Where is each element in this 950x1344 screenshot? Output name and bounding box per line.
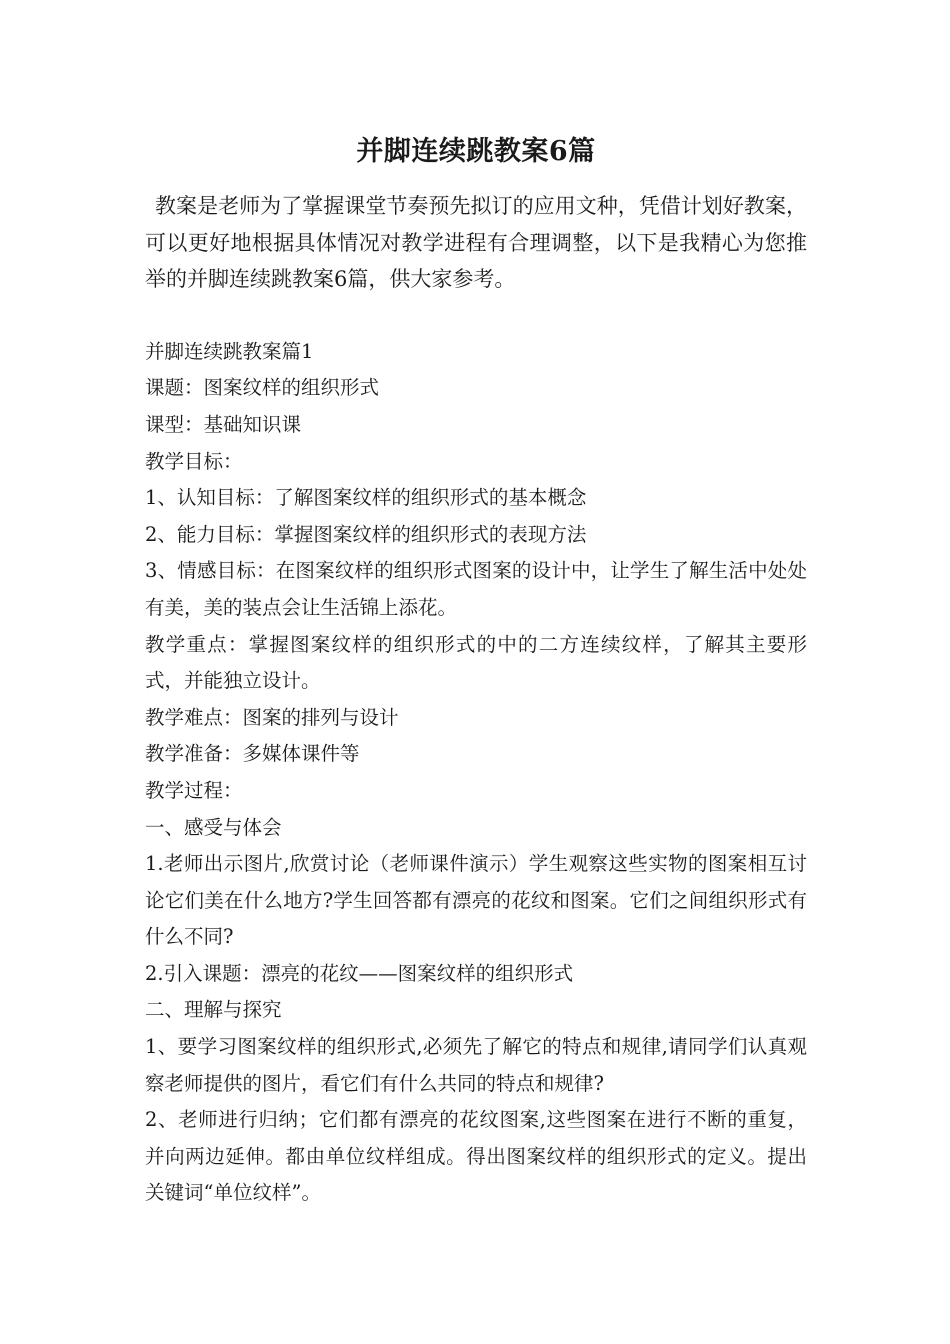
teaching-focus: 教学重点：掌握图案纹样的组织形式的中的二方连续纹样，了解其主要形式，并能独立设计。 xyxy=(145,632,807,693)
goals-heading: 教学目标： xyxy=(145,449,243,473)
lesson-type: 课型：基础知识课 xyxy=(145,412,302,436)
step-two-item-2: 2、老师进行归纳；它们都有漂亮的花纹图案,这些图案在进行不断的重复，并向两边延伸。都由单位纹样组成。得出图案纹样的组织形式的定义。提出关键词“单位纹样”。 xyxy=(145,1108,807,1205)
document-page xyxy=(145,128,807,1212)
goal-ability: 2、能力目标：掌握图案纹样的组织形式的表现方法 xyxy=(145,522,587,546)
goal-cognitive: 1、认知目标：了解图案纹样的组织形式的基本概念 xyxy=(145,486,587,510)
goal-emotional: 3、情感目标：在图案纹样的组织形式图案的设计中，让学生了解生活中处处有美，美的装点会让生活锦上添花。 xyxy=(145,559,807,619)
document-body xyxy=(145,334,807,1212)
teaching-preparation: 教学准备：多媒体课件等 xyxy=(145,742,360,766)
process-heading: 教学过程： xyxy=(145,778,243,802)
section-heading: 并脚连续跳教案篇1 xyxy=(145,339,314,363)
step-two-heading: 二、理解与探究 xyxy=(145,998,282,1022)
teaching-difficulty: 教学难点：图案的排列与设计 xyxy=(145,705,399,729)
lesson-topic: 课题：图案纹样的组织形式 xyxy=(145,376,380,400)
step-one-heading: 一、感受与体会 xyxy=(145,815,282,839)
document-title: 并脚连续跳教案6篇 xyxy=(356,136,596,167)
step-two-item-1: 1、要学习图案纹样的组织形式,必须先了解它的特点和规律,请同学们认真观察老师提供的图片，看它们有什么共同的特点和规律? xyxy=(145,1035,807,1095)
step-one-item-2: 2.引入课题：漂亮的花纹——图案纹样的组织形式 xyxy=(145,961,574,985)
intro-paragraph: 教案是老师为了掌握课堂节奏预先拟订的应用文种，凭借计划好教案，可以更好地根据具体情况对教学进程有合理调整，以下是我精心为您推举的并脚连续跳教案6篇，供大家参考。 xyxy=(145,194,807,292)
step-one-item-1: 1.老师出示图片,欣赏讨论（老师课件演示）学生观察这些实物的图案相互讨论它们美在什么地方?学生回答都有漂亮的花纹和图案。它们之间组织形式有什么不同? xyxy=(145,852,807,949)
